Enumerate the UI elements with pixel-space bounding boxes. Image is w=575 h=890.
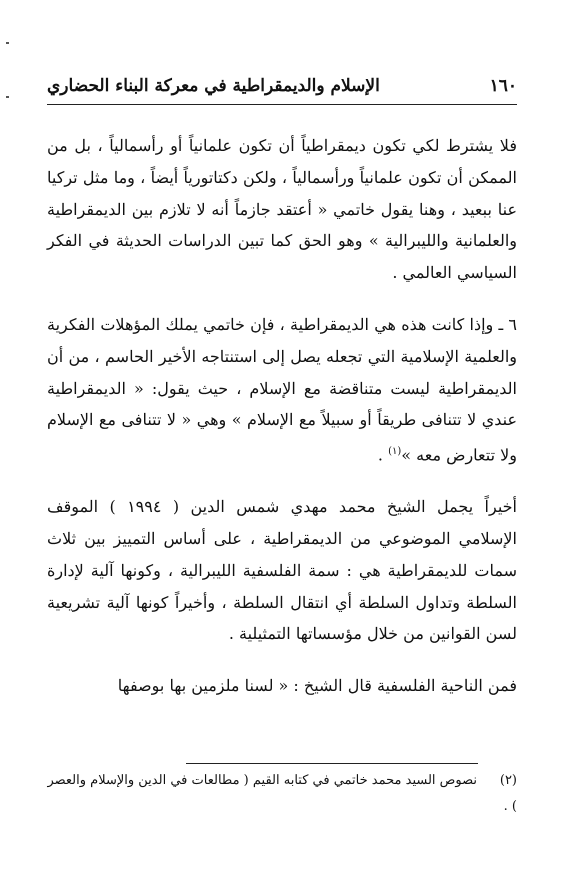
footnote-reference: (١) <box>388 446 402 458</box>
margin-mark <box>6 96 9 98</box>
paragraph-3 <box>47 491 517 650</box>
paragraph-text: ٦ ـ وإذا كانت هذه هي الديمقراطية ، فإن خاتمي يملك المؤهلات الفكرية والعلمية الإسلامية التي تجعله يصل إلى استنتاجه الأخير الحاسم ، من أن الديمقراطية ليست متناقضة مع الإسلام ، حيث يقول: « الديمقراطية عندي لا تتنافى طريقاً أو سبيلاً مع الإسلام » وهي « لا تتنافى مع الإسلام ولا تتعارض معه » <box>47 314 517 465</box>
paragraph-text: فلا يشترط لكي تكون ديمقراطياً أن تكون علمانياً أو رأسمالياً ، بل من الممكن أن تكون علمانياً ورأسمالياً ، ولكن دكتاتورياً أيضاً ، وما مثل تركيا عنا ببعيد ، وهنا يقول خاتمي « أعتقد جازماً أنه لا تلازم بين الديمقراطية والعلمانية والليبرالية » وهو الحق كما تبين الدراسات الحديثة في الفكر السياسي العالمي . <box>47 136 517 283</box>
paragraph-1 <box>47 130 517 289</box>
footnote-divider <box>186 763 478 764</box>
footnote <box>47 768 517 820</box>
paragraph-tail: . <box>377 445 389 465</box>
page-header <box>47 74 517 105</box>
paragraph-text: فمن الناحية الفلسفية قال الشيخ : « لسنا ملزمين بها بوصفها <box>117 676 517 696</box>
footnote-text: نصوص السيد محمد خاتمي في كتابه القيم ( مطالعات في الدين والإسلام والعصر ) . <box>47 773 517 814</box>
body-text <box>47 130 517 702</box>
page-number: ١٦٠ <box>489 76 517 96</box>
footnote-mark: (٢) <box>499 773 517 788</box>
paragraph-text: أخيراً يجمل الشيخ محمد مهدي شمس الدين ( ١٩٩٤ ) الموقف الإسلامي الموضوعي من الديمقراطية ، على أساس التمييز بين ثلاث سمات للديمقراطية هي : سمة الفلسفية الليبرالية ، وكونها آلية لإدارة السلطة وتداول السلطة أي انتقال السلطة ، وأخيراً كونها آلية تشريعية لسن القوانين من خلال مؤسساتها التمثيلية . <box>47 497 517 644</box>
running-title: الإسلام والديمقراطية في معركة البناء الحضاري <box>47 76 380 96</box>
margin-mark <box>6 42 9 44</box>
paragraph-2 <box>47 309 517 471</box>
paragraph-4 <box>47 670 517 702</box>
